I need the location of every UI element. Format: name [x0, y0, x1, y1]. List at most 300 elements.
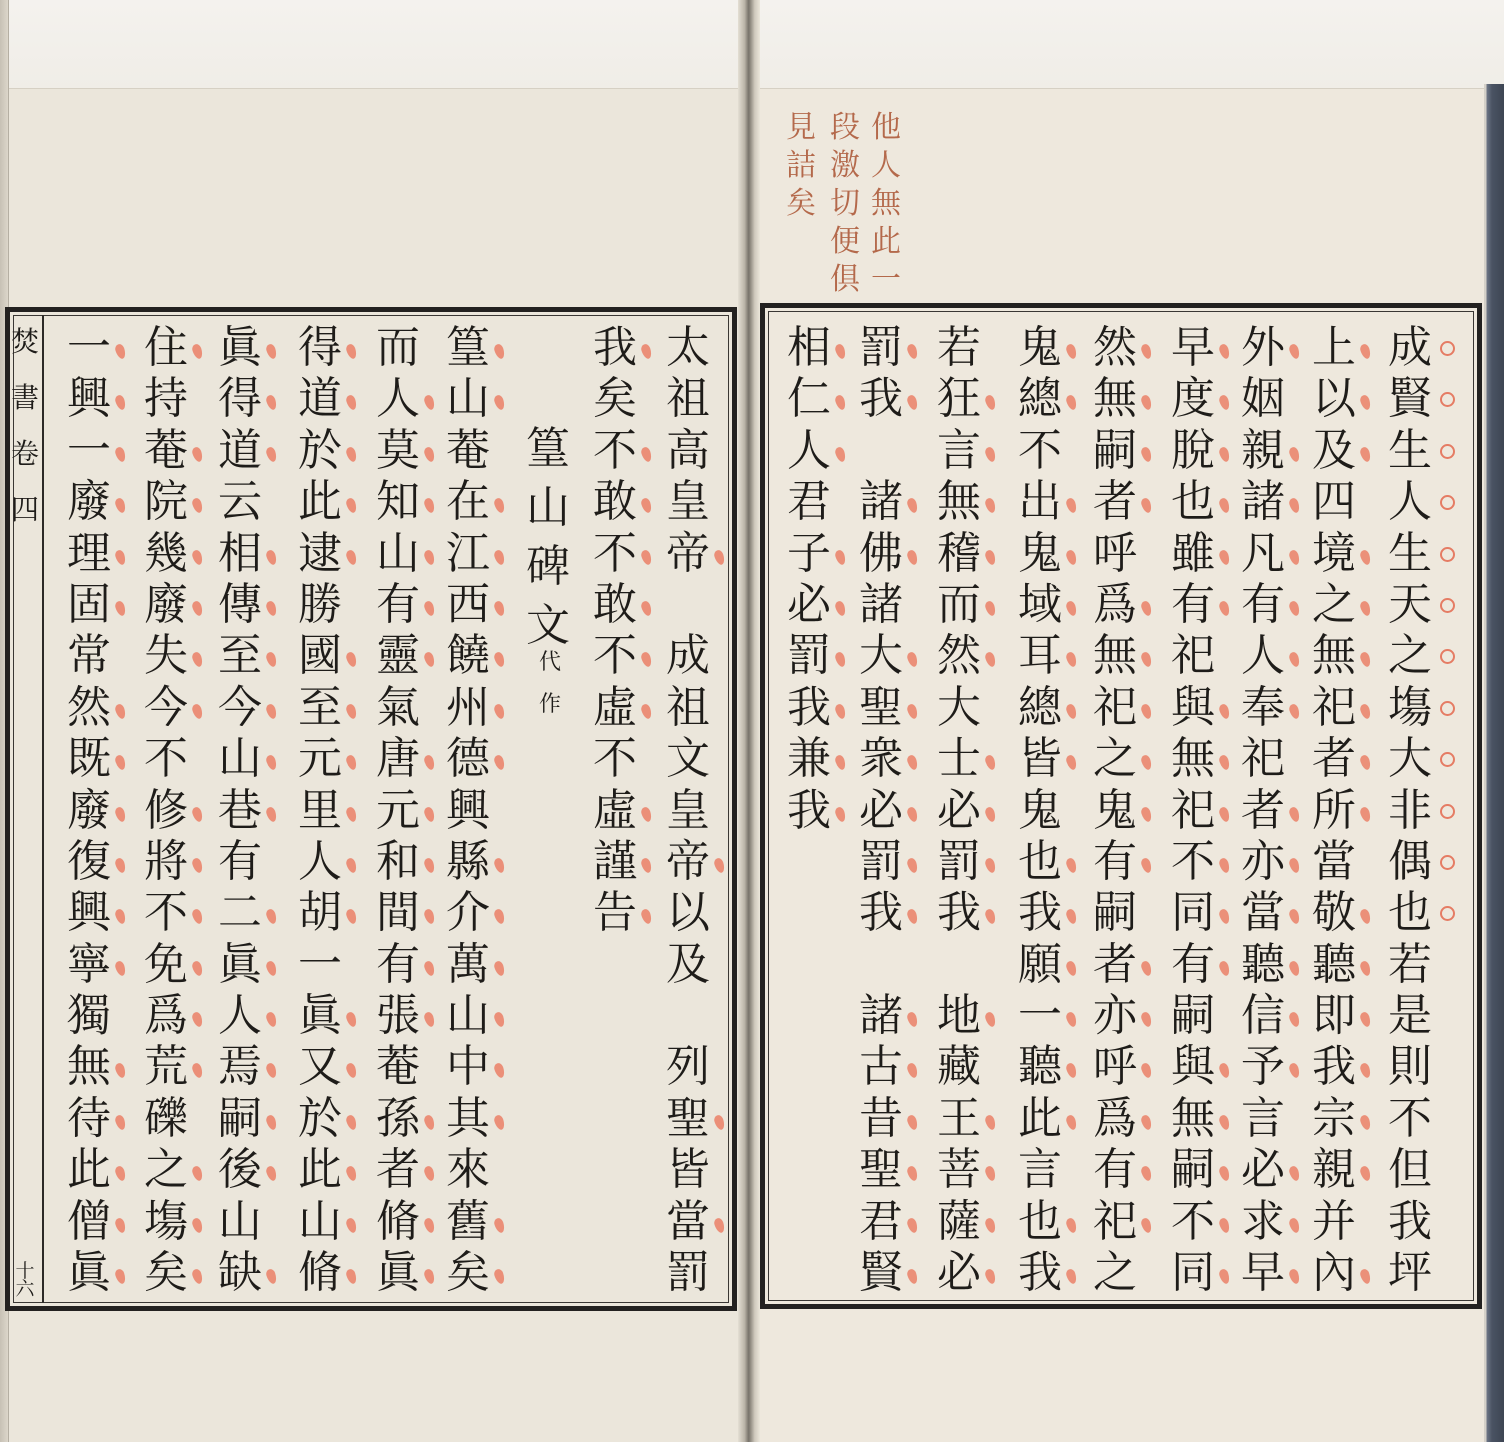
character: 也: [1382, 887, 1438, 938]
character: 爲: [1087, 579, 1143, 630]
character: 諸: [859, 578, 903, 630]
character: 必: [1235, 1144, 1291, 1195]
character: 皆: [666, 1144, 710, 1196]
character: 無: [931, 476, 987, 527]
character: 所: [1306, 785, 1362, 836]
character: 祀: [1087, 1196, 1143, 1247]
text-column: [587, 322, 643, 939]
character: 人: [871, 148, 901, 183]
character: 當: [660, 1196, 716, 1247]
character: 早: [1235, 1247, 1291, 1298]
character: 也: [1012, 1196, 1068, 1247]
character: 若: [1388, 938, 1432, 990]
character: 塲: [1382, 682, 1438, 733]
character: 祀: [1241, 733, 1285, 785]
character: 之: [1087, 733, 1143, 784]
character: 篁: [440, 322, 496, 373]
character: [853, 939, 909, 990]
character: 孫: [370, 1093, 426, 1144]
character: 菴: [446, 424, 490, 476]
character: 焉: [212, 1041, 268, 1092]
character: 祖: [666, 681, 710, 733]
character: 胡: [292, 887, 348, 938]
character: 而: [376, 322, 420, 373]
character: 興: [61, 373, 117, 424]
character: 稽: [931, 528, 987, 579]
character: 脩: [292, 1247, 348, 1298]
text-column: [440, 322, 496, 1298]
essay-title: [520, 322, 576, 655]
character: 不: [587, 630, 643, 681]
character: 高: [666, 424, 710, 476]
character: 俱: [830, 262, 860, 297]
character: 罰: [853, 836, 909, 887]
character: 者: [1087, 939, 1143, 990]
character: 唐: [370, 733, 426, 784]
margin-column-divider: [42, 315, 44, 1303]
character: 者: [370, 1144, 426, 1195]
character: 矣: [593, 373, 637, 425]
character: 子: [781, 528, 837, 579]
character: 虛: [587, 682, 643, 733]
character: 我: [781, 785, 837, 836]
character: 今: [138, 682, 194, 733]
character: 太: [666, 322, 710, 373]
character: 我: [1012, 1247, 1068, 1298]
character: 國: [292, 630, 348, 681]
character: 將: [138, 836, 194, 887]
character: 人: [292, 836, 348, 887]
character: 作: [538, 692, 561, 717]
character: 則: [1388, 1041, 1432, 1093]
character: 薩: [931, 1196, 987, 1247]
character: 山: [370, 528, 426, 579]
marginal-annotation-column: [866, 109, 906, 299]
character: 鬼: [1012, 322, 1068, 373]
character: 我: [931, 887, 987, 938]
character: 地: [931, 990, 987, 1041]
character: 有: [218, 835, 262, 887]
character: 諸: [853, 990, 909, 1041]
character: 我: [1388, 1195, 1432, 1247]
character: 皇: [666, 476, 710, 528]
character: 於: [292, 425, 348, 476]
character: 至: [292, 682, 348, 733]
character: 呼: [1093, 527, 1137, 579]
character: 帝: [660, 528, 716, 579]
character: 於: [292, 1093, 348, 1144]
character: 見: [786, 110, 816, 145]
character: 上: [1306, 322, 1362, 373]
character: 者: [1306, 733, 1362, 784]
character: 山: [526, 482, 570, 533]
character: 不: [144, 733, 188, 785]
character: 與: [1165, 1041, 1221, 1092]
character: 度: [1165, 373, 1221, 424]
text-column: [138, 322, 194, 1298]
character: 爲: [1087, 1093, 1143, 1144]
character: 嗣: [212, 1093, 268, 1144]
character: 道: [212, 425, 268, 476]
character: 諸: [853, 476, 909, 527]
book-cover-edge: [1484, 84, 1504, 1442]
character: 代: [538, 650, 561, 675]
character: 然: [1087, 322, 1143, 373]
character: 言: [1018, 1144, 1062, 1196]
character: 得: [212, 373, 268, 424]
character: 聖: [853, 1144, 909, 1195]
character: 古: [853, 1041, 909, 1092]
character: 亦: [1087, 990, 1143, 1041]
character: 介: [440, 887, 496, 938]
character: 凡: [1235, 528, 1291, 579]
character: 言: [931, 425, 987, 476]
text-column: [1306, 322, 1362, 1298]
character: 氣: [376, 681, 420, 733]
character: 段: [830, 110, 860, 145]
character: 偶: [1382, 836, 1438, 887]
character: 人: [1235, 630, 1291, 681]
character: 既: [61, 733, 117, 784]
character: 境: [1306, 528, 1362, 579]
character: 州: [440, 682, 496, 733]
character: 不: [1165, 836, 1221, 887]
character: 常: [67, 630, 111, 682]
character: 昔: [853, 1093, 909, 1144]
emphasis-circle: [1440, 598, 1455, 613]
character: 塲: [138, 1196, 194, 1247]
character: 非: [1382, 785, 1438, 836]
character: 今: [212, 682, 268, 733]
character: 者: [1087, 476, 1143, 527]
character: 鬼: [1087, 785, 1143, 836]
character: 嗣: [1165, 1144, 1221, 1195]
character: 嗣: [1093, 887, 1137, 939]
character: 矣: [786, 186, 816, 221]
character: 脩: [370, 1196, 426, 1247]
character: 人: [1382, 476, 1438, 527]
character: 西: [440, 579, 496, 630]
emphasis-circle: [1440, 341, 1455, 356]
character: 謹: [587, 836, 643, 887]
character: 生: [1382, 528, 1438, 579]
character: 礫: [144, 1092, 188, 1144]
character: 人: [781, 425, 837, 476]
character: 待: [61, 1093, 117, 1144]
character: 我: [1012, 887, 1068, 938]
character: 中: [440, 1041, 496, 1092]
character: 無: [1087, 373, 1143, 424]
emphasis-circle: [1440, 547, 1455, 562]
character: 一: [61, 425, 117, 476]
character: 我: [1306, 1041, 1362, 1092]
character: 雖: [1165, 528, 1221, 579]
character: 願: [1012, 939, 1068, 990]
character: [931, 939, 987, 990]
character: 生: [1382, 425, 1438, 476]
character: 聽: [1306, 939, 1362, 990]
character: 皇: [666, 784, 710, 836]
character: 和: [370, 836, 426, 887]
character: 里: [292, 785, 348, 836]
character: 眞: [370, 1247, 426, 1298]
character: 焚: [10, 325, 39, 358]
text-column: [1235, 322, 1291, 1298]
marginal-annotation-column: [825, 109, 865, 299]
character: 幾: [138, 528, 194, 579]
character: 文: [526, 600, 570, 651]
character: 菩: [931, 1144, 987, 1195]
character: 四: [1312, 476, 1356, 528]
character: [853, 425, 909, 476]
character: 出: [1012, 476, 1068, 527]
character: 嗣: [1087, 425, 1143, 476]
character: 饒: [440, 630, 496, 681]
character: 院: [138, 476, 194, 527]
character: 莫: [370, 425, 426, 476]
character: 皆: [1012, 733, 1068, 784]
character: 此: [61, 1144, 117, 1195]
character: 罰: [931, 836, 987, 887]
character: 無: [871, 186, 901, 221]
character: 興: [446, 784, 490, 836]
text-column: [660, 322, 716, 1298]
text-column: [292, 322, 348, 1298]
character: 舊: [440, 1196, 496, 1247]
character: 此: [1012, 1093, 1068, 1144]
character: 不: [587, 528, 643, 579]
character: 當: [1312, 835, 1356, 887]
character: 以: [1306, 373, 1362, 424]
character: 十: [15, 1260, 35, 1282]
character: 不: [1018, 424, 1062, 476]
character: 之: [138, 1144, 194, 1195]
character: 君: [853, 1196, 909, 1247]
character: 姻: [1241, 373, 1285, 425]
character: 一: [61, 322, 117, 373]
character: 也: [1165, 476, 1221, 527]
character: 有: [1165, 579, 1221, 630]
character: 聖: [660, 1093, 716, 1144]
character: 與: [1165, 682, 1221, 733]
character: 不: [1388, 1092, 1432, 1144]
character: 親: [1235, 425, 1291, 476]
character: 江: [440, 528, 496, 579]
character: 外: [1235, 322, 1291, 373]
character: 信: [1235, 990, 1291, 1041]
character: 佛: [853, 528, 909, 579]
character: 也: [1012, 836, 1068, 887]
character: 君: [787, 476, 831, 528]
character: 者: [1235, 785, 1291, 836]
character: 脫: [1165, 425, 1221, 476]
text-column: [1087, 322, 1143, 1298]
character: 虛: [587, 785, 643, 836]
book-gutter: [738, 0, 760, 1442]
character: 矣: [138, 1247, 194, 1298]
character: 其: [440, 1093, 496, 1144]
character: 士: [931, 733, 987, 784]
character: 相: [781, 322, 837, 373]
character: 內: [1306, 1247, 1362, 1298]
character: 仁: [781, 373, 837, 424]
character: 失: [138, 630, 194, 681]
character: 山: [440, 990, 496, 1041]
character: 并: [1312, 1195, 1356, 1247]
character: 無: [1165, 733, 1221, 784]
character: 總: [1012, 682, 1068, 733]
character: 理: [61, 528, 117, 579]
character: 他: [871, 110, 901, 145]
character: 一: [871, 262, 901, 297]
character: 矣: [440, 1247, 496, 1298]
character: 早: [1165, 322, 1221, 373]
emphasis-circle: [1440, 701, 1455, 716]
character: 四: [10, 493, 39, 526]
character: 六: [15, 1278, 35, 1300]
marginal-annotation-column: [781, 109, 821, 223]
character: 寧: [61, 939, 117, 990]
character: 得: [292, 322, 348, 373]
character: 成: [1382, 322, 1438, 373]
text-column: [61, 322, 117, 1298]
character: 詰: [786, 148, 816, 183]
character: 王: [931, 1093, 987, 1144]
character: 獨: [67, 990, 111, 1042]
character: 及: [1306, 425, 1362, 476]
character: 不: [1165, 1196, 1221, 1247]
character: 無: [1165, 1093, 1221, 1144]
character: 賢: [1382, 373, 1438, 424]
character: 同: [1165, 1247, 1221, 1298]
character: 敢: [587, 579, 643, 630]
character: 親: [1306, 1144, 1362, 1195]
character: 山: [212, 733, 268, 784]
character: 人: [370, 373, 426, 424]
character: 書: [10, 381, 39, 414]
character: 有: [370, 579, 426, 630]
character: 是: [1388, 990, 1432, 1042]
character: 爲: [138, 990, 194, 1041]
character: 切: [830, 186, 860, 221]
character: 萬: [440, 939, 496, 990]
margin-book-title: [8, 314, 42, 538]
text-column: [781, 322, 837, 836]
character: 持: [144, 373, 188, 425]
text-column: [1165, 322, 1221, 1298]
character: 之: [1306, 579, 1362, 630]
character: 我: [587, 322, 643, 373]
character: 列: [666, 1041, 710, 1093]
character: 篁: [526, 423, 570, 474]
folio-number: [8, 1262, 42, 1298]
character: 眞: [292, 990, 348, 1041]
character: 巷: [212, 785, 268, 836]
character: 大: [853, 630, 909, 681]
character: 耳: [1012, 630, 1068, 681]
character: 至: [212, 630, 268, 681]
character: 兼: [781, 733, 837, 784]
character: 祀: [1087, 682, 1143, 733]
character: 聽: [1012, 1041, 1068, 1092]
character: 興: [61, 887, 117, 938]
character: 菴: [376, 1041, 420, 1093]
character: 有: [1165, 939, 1221, 990]
character: 有: [1235, 579, 1291, 630]
character: 賢: [853, 1247, 909, 1298]
character: 卷: [10, 437, 39, 470]
character: 無: [1306, 630, 1362, 681]
character: 而: [931, 579, 987, 630]
character: 總: [1012, 373, 1068, 424]
character: 必: [781, 579, 837, 630]
character: 當: [1235, 887, 1291, 938]
character: 人: [212, 990, 268, 1041]
character: 廢: [138, 579, 194, 630]
character: 罰: [781, 630, 837, 681]
character: 予: [1235, 1041, 1291, 1092]
character: 又: [292, 1041, 348, 1092]
character: 祖: [666, 373, 710, 425]
character: 祀: [1171, 630, 1215, 682]
character: 求: [1235, 1196, 1291, 1247]
character: 逮: [292, 528, 348, 579]
character: 二: [212, 887, 268, 938]
character: 便: [830, 224, 860, 259]
character: 云: [218, 476, 262, 528]
character: 激: [830, 148, 860, 183]
character: 後: [212, 1144, 268, 1195]
character: 一: [298, 938, 342, 990]
character: 呼: [1087, 1041, 1143, 1092]
character: 眞: [61, 1247, 117, 1298]
character: 但: [1388, 1144, 1432, 1196]
character: 宗: [1306, 1093, 1362, 1144]
character: 不: [138, 887, 194, 938]
character: 荒: [138, 1041, 194, 1092]
character: 即: [1306, 990, 1362, 1041]
text-column: [370, 322, 426, 1298]
character: 敬: [1306, 887, 1362, 938]
emphasis-circle: [1440, 804, 1455, 819]
character: 山: [218, 1195, 262, 1247]
character: 免: [138, 939, 194, 990]
character: 元: [292, 733, 348, 784]
character: 成: [666, 630, 710, 682]
character: 間: [370, 887, 426, 938]
character: 有: [1087, 1144, 1143, 1195]
character: 相: [212, 528, 268, 579]
character: 嗣: [1171, 990, 1215, 1042]
character: 固: [61, 579, 117, 630]
character: 亦: [1235, 836, 1291, 887]
character: 來: [446, 1144, 490, 1196]
character: 聽: [1235, 939, 1291, 990]
character: 以: [666, 887, 710, 939]
character: 之: [1093, 1247, 1137, 1299]
character: 我: [853, 887, 909, 938]
character: 敢: [587, 476, 643, 527]
character: 山: [292, 1196, 348, 1247]
text-column: [1012, 322, 1068, 1298]
character: 告: [587, 887, 643, 938]
character: 鬼: [1018, 784, 1062, 836]
character: 域: [1012, 579, 1068, 630]
character: 靈: [370, 630, 426, 681]
character: 必: [853, 785, 909, 836]
character: 藏: [937, 1041, 981, 1093]
character: 言: [1241, 1092, 1285, 1144]
